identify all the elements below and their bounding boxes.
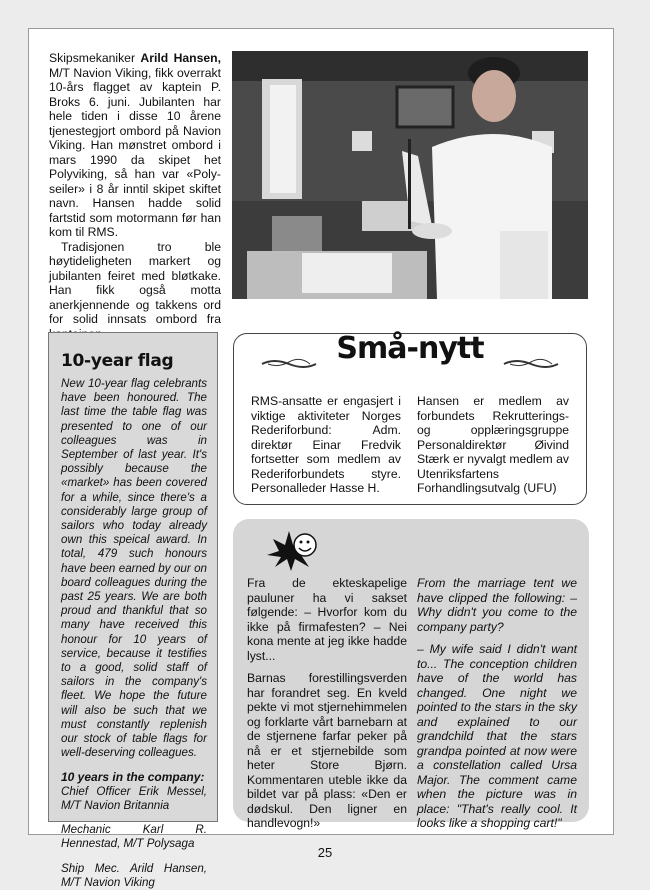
page-number: 25 bbox=[317, 845, 333, 860]
flag-box-entry: Ship Mec. Arild Hansen, M/T Navion Viking bbox=[61, 861, 207, 889]
flag-box-entry: Chief Officer Erik Messel, M/T Navion Britannia bbox=[61, 784, 207, 812]
humor-no-paragraph: Barnas forestillingsverden har forandret seg. En kveld pekte vi mot stjernehimmelen og forklarte vårt barnebarn at de stjernene farfar peker på nå er et stjernebilde som heter Store Bjørn. Kommentaren uteble ikke da bildet var på plass: «Den er dødskul. Den ligner en handlevogn!» bbox=[247, 671, 407, 830]
humor-box bbox=[233, 519, 589, 830]
flag-box-text: New 10-year flag celebrants have been honoured. The last time the table flag was presented to one of our colleagues was in September of last year. It's possibly because the «market» has been covered for a while, since there's a considerably large group of sailors who today already own this speical award. In total, 479 such honours have been earned by our on board colleagues during the past 25 years. We are both proud and thankful that so many have received this honour for 10 years of service, because it testifies to a good, solid staff of sailors in the company's fleet. We hope the future will also be such that we must constantly replenish our stock of table flags for well-deserving colleagues. bbox=[61, 377, 207, 760]
ornament-right-icon bbox=[502, 358, 560, 376]
sma-nytt-col-1: RMS-ansatte er engasjert i viktige aktiviteter Norges Rederiforbund: Adm. direktør Einar Fredvik fortsetter som medlem av Rederiforbundets styre. Personalleder Hasse H. bbox=[251, 394, 401, 495]
starburst-smiley-icon bbox=[259, 525, 325, 577]
sma-nytt-col-2: Hansen er medlem av forbundets Rekrutterings- og opplæringsgruppe Personaldirektør Øivind Stærk er nyvalgt medlem av Utenriksfartens Forhandlingsutvalg (UFU) bbox=[417, 394, 569, 495]
intro-lead: Skipsmekaniker bbox=[49, 51, 141, 65]
sma-nytt-title: Små-nytt bbox=[336, 331, 484, 366]
celebration-photo bbox=[232, 51, 588, 299]
ornament-left-icon bbox=[260, 358, 318, 376]
humor-no-paragraph: Fra de ekteskapelige pauluner ha vi sakset følgende: – Hvorfor kom du ikke på firmafesten? – Nei kona mente at jeg ikke hadde lyst... bbox=[247, 576, 407, 663]
intro-name-bold: Arild Hansen, bbox=[140, 51, 221, 65]
humor-en-paragraph: From the marriage tent we have clipped the following: – Why didn't you come to the company party? bbox=[417, 576, 577, 634]
flag-anniversary-box bbox=[48, 332, 218, 889]
intro-paragraph-1 bbox=[49, 51, 221, 240]
intro-article bbox=[49, 51, 221, 356]
flag-box-entry: Mechanic Karl R. Hennestad, M/T Polysaga bbox=[61, 823, 207, 851]
humor-en-paragraph: – My wife said I didn't want to... The conception children have of the world has changed. One night we pointed to the stars in the sky and explained to our grandchild that the stars grandpa pointed at now were a constellation called Ursa Major. The comment came when the picture was in place: "That's really cool. It looks like a shopping cart!" bbox=[417, 642, 577, 830]
sma-nytt-box bbox=[233, 333, 587, 505]
intro-rest: M/T Navion Viking, fikk overrakt 10-års flagget av kaptein P. Broks 6. juni. Jubilanten har hele tiden i disse 10 årene tjenestegjort ombord på Navion Viking. Han mønstret ombord i mars 1990 da skipet het Polyviking, så han var «Poly-seiler» i 8 år inntil skipet skiftet navn. Hansen hadde solid fartstid som motormann før han kom til RMS. bbox=[49, 65, 221, 239]
intro-paragraph-2: Tradisjonen tro ble høytideligheten markert og jubilanten feiret med bløtkake. Han fikk også motta anerkjennende og takkens ord for solid innsats ombord fra bbox=[49, 239, 221, 326]
flag-box-title: 10-year flag bbox=[61, 351, 174, 371]
flag-box-subheading: 10 years in the company: bbox=[61, 770, 205, 785]
